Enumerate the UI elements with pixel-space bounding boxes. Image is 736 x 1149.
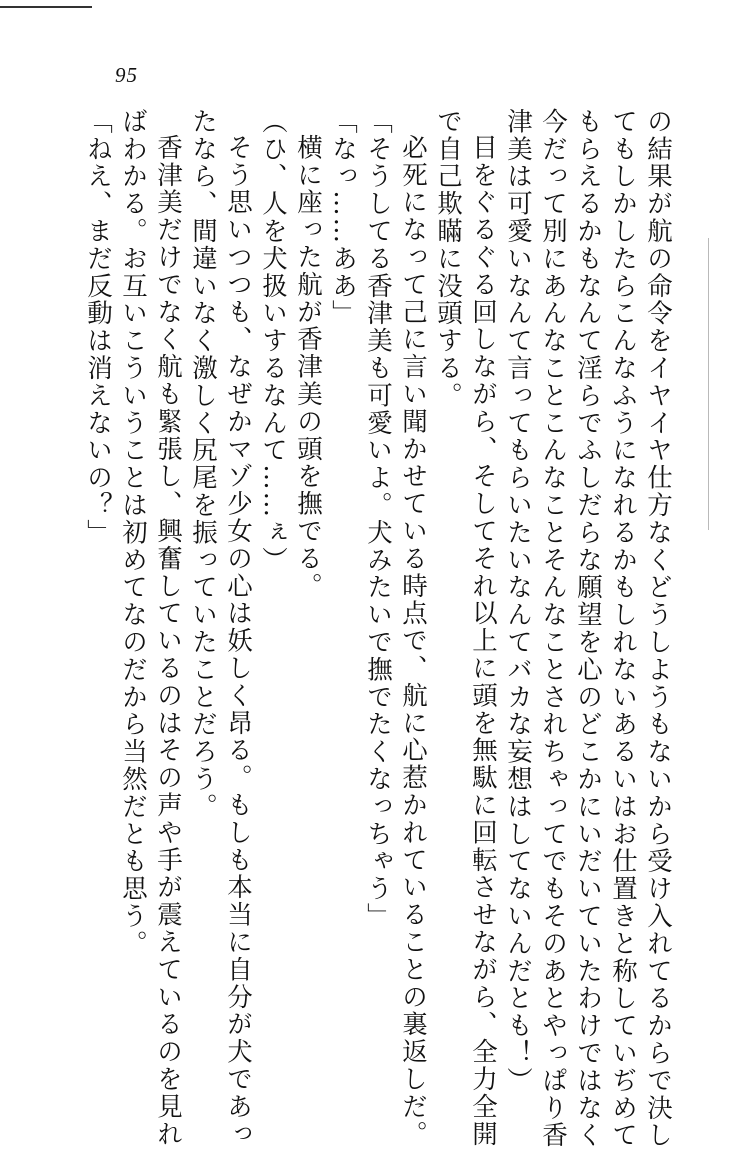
text-line: 必死になって己に言い聞かせている時点で、航に心惹かれていることの裏返しだ。: [398, 134, 428, 1148]
text-line: ばわかる。お互いこういうことは初めてなのだから当然だとも思う。: [118, 108, 148, 958]
text-line: 目をぐるぐる回しながら、そしてそれ以上に頭を無駄に回転させながら、全力全開: [468, 134, 498, 1148]
text-line: で自己欺瞞に没頭する。: [433, 108, 463, 410]
thought-line: （ひ、人を犬扱いするなんて……ぇ）: [258, 108, 288, 574]
text-line: 今だって別にあんなことこんなことそんなことされちゃってでもそのあとやっぱり香: [538, 108, 568, 1149]
dialogue-line: 「ねえ、まだ反動は消えないの？」: [83, 108, 113, 547]
side-rule: [708, 238, 709, 530]
dialogue-line: 「そうしてる香津美も可愛いよ。犬みたいで撫でたくなっちゃう」: [363, 108, 393, 930]
text-line: てもしかしたらこんなふうになれるかもしれないあるいはお仕置きと称していぢめて: [608, 108, 638, 1149]
body-text: [83, 108, 675, 1149]
text-line: 津美は可愛いなんて言ってもらいたいなんてバカな妄想はしてないんだとも！）: [503, 108, 533, 1095]
text-line: たなら、間違いなく激しく尻尾を振っていたことだろう。: [188, 108, 218, 821]
text-line: 香津美だけでなく航も緊張し、興奮しているのはその声や手が震えているのを見れ: [153, 134, 183, 1148]
text-line: の結果が航の命令をイヤイヤ仕方なくどうしようもないから受け入れてるからで決し: [643, 108, 673, 1149]
text-line: そう思いつつも、なぜかマゾ少女の心は妖しく昂る。もしも本当に自分が犬であっ: [223, 134, 253, 1148]
text-line: 横に座った航が香津美の頭を撫でる。: [293, 134, 323, 600]
text-line: もらえるかもなんて淫らでふしだらな願望を心のどこかにいだいていたわけではなく: [573, 108, 603, 1149]
page-number: 95: [115, 63, 138, 87]
dialogue-line: 「なっ……ああ」: [328, 108, 358, 328]
top-rule: [0, 6, 92, 8]
